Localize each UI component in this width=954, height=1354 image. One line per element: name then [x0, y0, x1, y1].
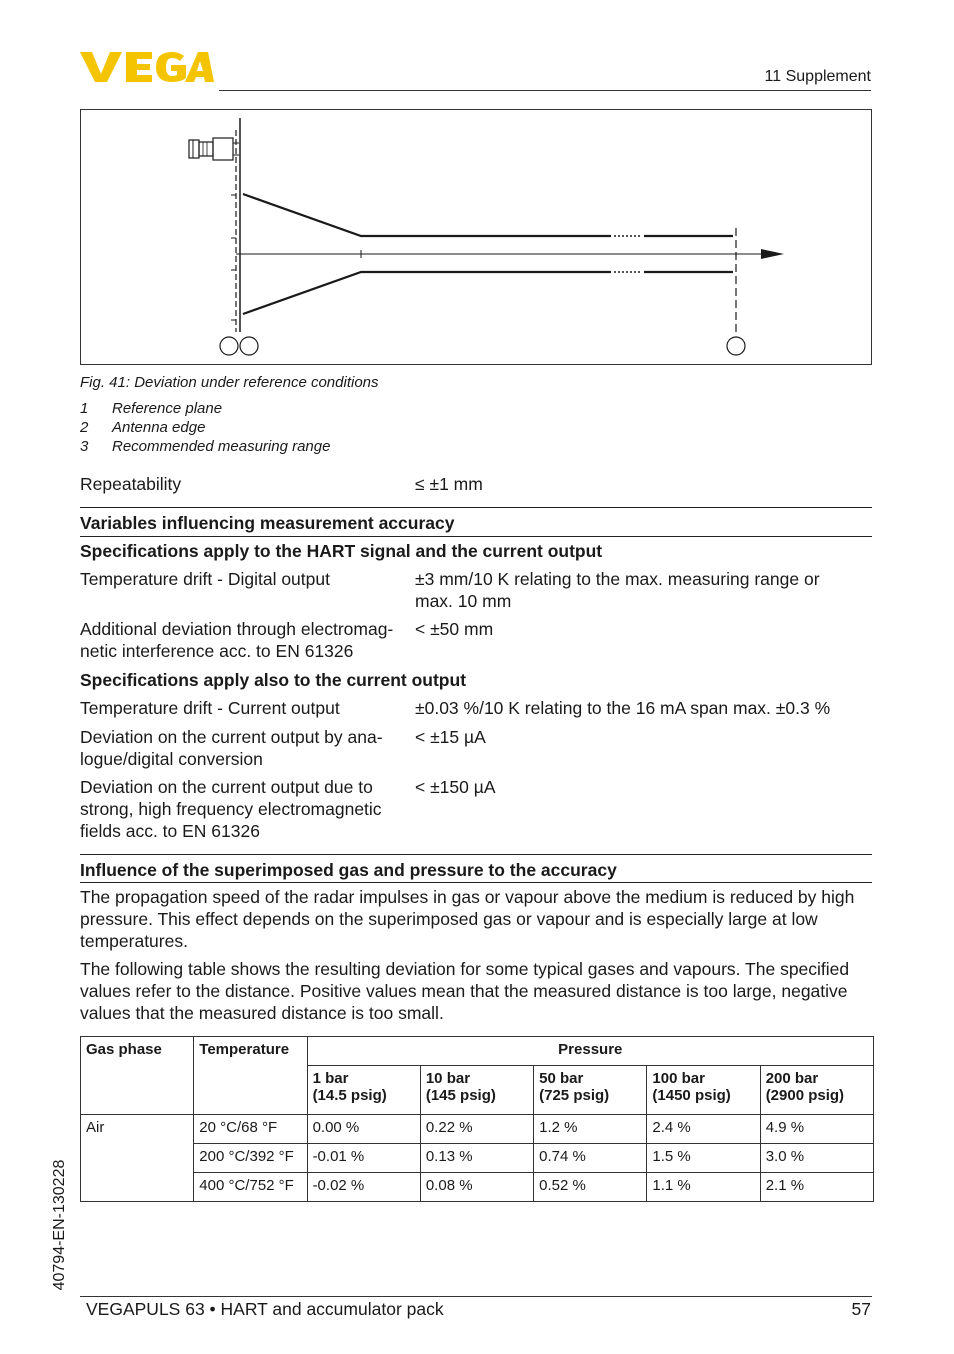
spec-value: < ±15 µA: [415, 727, 486, 747]
legend-item: 1 Reference plane: [80, 400, 223, 417]
gas-heading: Influence of the superimposed gas and pressure to the accuracy: [80, 860, 617, 880]
value-cell: 0.74 %: [534, 1144, 647, 1173]
legend-item: 2 Antenna edge: [80, 419, 206, 436]
footer-product: VEGAPULS 63 • HART and accumulator pack: [86, 1299, 444, 1319]
value-cell: 2.1 %: [760, 1173, 873, 1202]
spec-value: < ±150 µA: [415, 777, 496, 797]
figure-legend: [80, 399, 330, 456]
accuracy-heading: Variables influencing measurement accuracy: [80, 513, 455, 533]
spec-label: Deviation on the current output due to strong, high frequency electromagnetic fields acc. to EN 61326: [80, 777, 382, 841]
value-cell: 1.2 %: [534, 1115, 647, 1144]
legend-item: 3 Recommended measuring range: [80, 438, 331, 455]
section-divider: [80, 854, 872, 855]
axis-arrow: [761, 249, 784, 259]
header-pressure-col: 10 bar (145 psig): [420, 1066, 533, 1115]
callout-3: [727, 337, 745, 355]
value-cell: 2.4 %: [647, 1115, 760, 1144]
sensor-housing: [189, 140, 199, 158]
value-cell: 0.22 %: [420, 1115, 533, 1144]
temp-cell: 20 °C/68 °F: [194, 1115, 307, 1144]
vega-logo: [80, 50, 214, 84]
header-temperature: Temperature: [194, 1037, 307, 1115]
upper-deviation-line: [243, 194, 611, 236]
gas-deviation-table: [80, 1036, 874, 1202]
deviation-figure: [80, 109, 872, 365]
value-cell: 0.13 %: [420, 1144, 533, 1173]
value-cell: 0.08 %: [420, 1173, 533, 1202]
table-row: [81, 1144, 874, 1173]
figure-caption: Fig. 41: Deviation under reference conditions: [80, 374, 379, 391]
spec-label: Temperature drift - Digital output: [80, 569, 330, 589]
value-cell: 0.52 %: [534, 1173, 647, 1202]
section-divider: [80, 536, 872, 537]
callout-2: [240, 337, 258, 355]
header-pressure-col: 50 bar (725 psig): [534, 1066, 647, 1115]
repeatability-value: ≤ ±1 mm: [415, 474, 483, 494]
table-row: [81, 1115, 874, 1144]
gas-paragraph-2: The following table shows the resulting deviation for some typical gases and vapours. The specified values refer to the distance. Positive values mean that the measured distance is too large, negative values that the measured distance is too small.: [80, 959, 850, 1023]
page-number: 57: [851, 1299, 871, 1319]
spec-value: ±0.03 %/10 K relating to the 16 mA span max. ±0.3 %: [415, 698, 831, 718]
repeatability-label: Repeatability: [80, 474, 182, 494]
header-pressure-col: 100 bar (1450 psig): [647, 1066, 760, 1115]
table-row: [81, 1173, 874, 1202]
value-cell: -0.02 %: [307, 1173, 420, 1202]
temp-cell: 200 °C/392 °F: [194, 1144, 307, 1173]
accuracy-subheading-2: Specifications apply also to the current output: [80, 670, 467, 690]
callout-1: [220, 337, 238, 355]
accuracy-subheading-1: Specifications apply to the HART signal and the current output: [80, 541, 603, 561]
section-title: 11 Supplement: [764, 68, 871, 85]
gas-paragraph-1: The propagation speed of the radar impulses in gas or vapour above the medium is reduced by high pressure. This effect depends on the superimposed gas or vapour and is especially large at low temperatures.: [80, 887, 855, 951]
section-divider: [80, 507, 872, 508]
deviation-diagram: [81, 110, 871, 364]
sensor-flange: [213, 138, 233, 160]
value-cell: 1.1 %: [647, 1173, 760, 1202]
gas-name-cell: Air: [81, 1115, 194, 1202]
value-cell: 3.0 %: [760, 1144, 873, 1173]
spec-label: Temperature drift - Current output: [80, 698, 340, 718]
temp-cell: 400 °C/752 °F: [194, 1173, 307, 1202]
header-pressure: Pressure: [307, 1037, 873, 1066]
document-id: 40794-EN-130228: [51, 1159, 68, 1291]
section-divider: [80, 882, 872, 883]
spec-value: < ±50 mm: [415, 619, 494, 639]
value-cell: 0.00 %: [307, 1115, 420, 1144]
header-gas-phase: Gas phase: [81, 1037, 194, 1115]
header-pressure-col: 200 bar (2900 psig): [760, 1066, 873, 1115]
value-cell: -0.01 %: [307, 1144, 420, 1173]
header-divider: [219, 90, 871, 91]
spec-label: Additional deviation through electromag-netic interference acc. to EN 61326: [80, 619, 394, 661]
value-cell: 4.9 %: [760, 1115, 873, 1144]
spec-label: Deviation on the current output by ana-logue/digital conversion: [80, 727, 383, 769]
value-cell: 1.5 %: [647, 1144, 760, 1173]
footer-divider: [80, 1296, 872, 1297]
sensor-thread: [199, 142, 213, 156]
header-pressure-col: 1 bar (14.5 psig): [307, 1066, 420, 1115]
spec-value: ±3 mm/10 K relating to the max. measuring range or max. 10 mm: [415, 569, 820, 611]
lower-deviation-line: [243, 272, 611, 314]
